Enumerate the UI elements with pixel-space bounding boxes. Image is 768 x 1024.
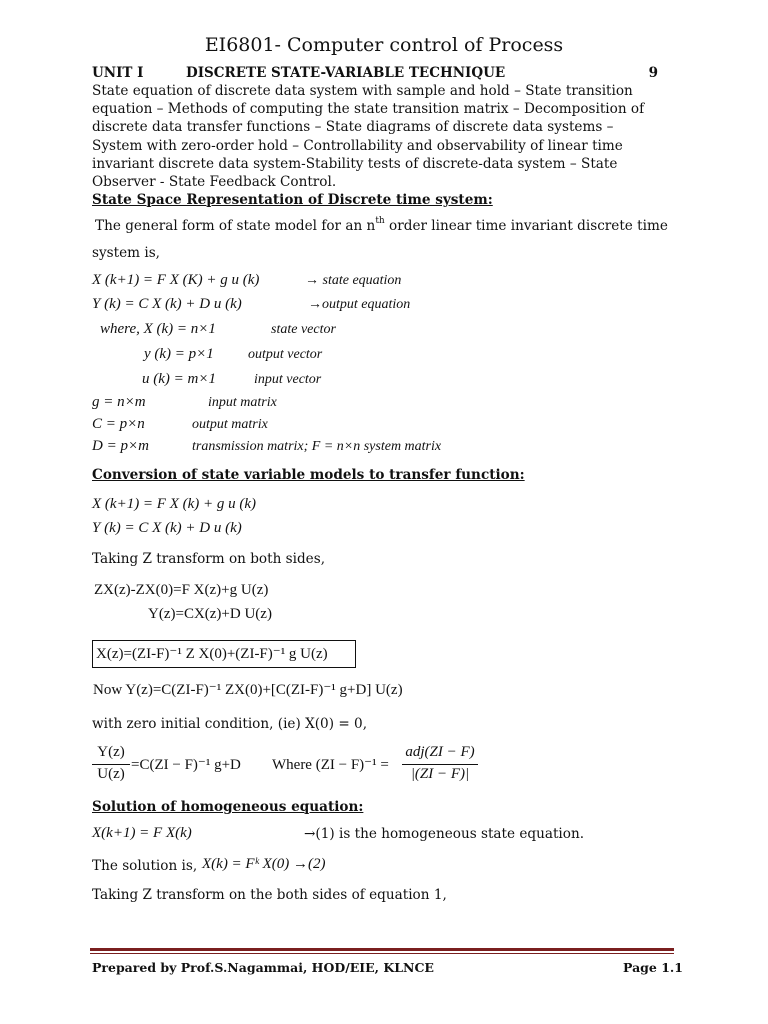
output-matrix-label: output matrix bbox=[192, 417, 268, 432]
z-transform-state: ZX(z)-ZX(0)=F X(z)+g U(z) bbox=[94, 582, 269, 598]
section-heading-state-space: State Space Representation of Discrete time system: bbox=[92, 192, 493, 208]
state-vector-label: state vector bbox=[271, 322, 336, 337]
state-equation-label: → state equation bbox=[305, 273, 402, 288]
intro-line-2: system is, bbox=[92, 245, 160, 261]
zero-initial-condition-text: with zero initial condition, (ie) X(0) = 0, bbox=[92, 716, 368, 732]
homogeneous-equation-label: →(1) is the homogeneous state equation. bbox=[304, 826, 585, 842]
input-matrix-label: input matrix bbox=[208, 395, 277, 410]
output-equation-label: →output equation bbox=[308, 297, 411, 312]
intro-line-1: The general form of state model for an $n^{th}$ order linear time invariant discrete time bbox=[95, 216, 668, 234]
course-title: EI6801- Computer control of Process bbox=[204, 34, 564, 56]
adjoint-numerator: adj(ZI − F) bbox=[405, 744, 475, 760]
output-vector-label: output vector bbox=[248, 347, 323, 362]
state-equation: X (k+1) = F X (K) + g u (k) bbox=[92, 272, 260, 288]
input-vector-def: u (k) = m×1 bbox=[142, 371, 216, 387]
transmission-matrix-label: transmission matrix; F = n×n system matrix bbox=[192, 439, 442, 454]
homogeneous-equation: X(k+1) = F X(k) bbox=[92, 825, 192, 841]
transfer-function-numerator: Y(z) bbox=[97, 744, 125, 760]
transfer-function-denominator: U(z) bbox=[97, 766, 125, 782]
z-transform-homogeneous-text: Taking Z transform on the both sides of equation 1, bbox=[92, 887, 447, 903]
adjoint-denominator: |(ZI − F)| bbox=[410, 766, 470, 782]
input-matrix-def: g = n×m bbox=[92, 394, 146, 410]
boxed-solution-equation: X(z)=(ZI-F)⁻¹ Z X(0)+(ZI-F)⁻¹ g U(z) bbox=[96, 646, 328, 662]
z-transform-output: Y(z)=CX(z)+D U(z) bbox=[148, 606, 272, 622]
output-vector-def: y (k) = p×1 bbox=[144, 346, 214, 362]
section-heading-homogeneous: Solution of homogeneous equation: bbox=[92, 799, 364, 815]
output-solution-equation: Now Y(z)=C(ZI-F)⁻¹ ZX(0)+[C(ZI-F)⁻¹ g+D] U(z) bbox=[93, 682, 403, 698]
output-matrix-def: C = p×n bbox=[92, 416, 145, 432]
input-vector-label: input vector bbox=[254, 372, 322, 387]
syllabus-paragraph: State equation of discrete data system with sample and hold – State transition equation – Methods of computing the state transition matrix – Decomposition of discrete data transfer functions – State diagrams of discrete data systems – System with zero-order hold – Controllability and observability of linear time invariant discrete data system-Stability tests of discrete-data system – State Observer - State Feedback Control. bbox=[92, 83, 645, 191]
footer-author: Prepared by Prof.S.Nagammai, HOD/EIE, KLNCE bbox=[92, 960, 434, 975]
inverse-definition-text: Where (ZI − F)⁻¹ = bbox=[272, 757, 389, 773]
solution-equation: X(k) = Fᵏ X(0) →(2) bbox=[202, 856, 326, 872]
transfer-function-fraction-bar bbox=[92, 764, 130, 765]
transfer-function-rhs: =C(ZI − F)⁻¹ g+D bbox=[131, 757, 241, 773]
conversion-output-equation: Y (k) = C X (k) + D u (k) bbox=[92, 520, 242, 536]
footer-rule-thick bbox=[90, 948, 674, 951]
unit-hours: 9 bbox=[648, 65, 658, 81]
output-equation: Y (k) = C X (k) + D u (k) bbox=[92, 296, 242, 312]
z-transform-text: Taking Z transform on both sides, bbox=[92, 551, 326, 567]
transmission-matrix-def: D = p×m bbox=[92, 438, 149, 454]
conversion-state-equation: X (k+1) = F X (k) + g u (k) bbox=[92, 496, 257, 512]
unit-title: DISCRETE STATE-VARIABLE TECHNIQUE bbox=[186, 65, 506, 81]
footer-page-number: Page 1.1 bbox=[623, 960, 683, 975]
adjoint-fraction-bar bbox=[402, 764, 478, 765]
footer-rule-thin bbox=[90, 953, 674, 954]
state-vector-def: where, X (k) = n×1 bbox=[100, 321, 216, 337]
solution-text: The solution is, bbox=[92, 858, 198, 874]
section-heading-conversion: Conversion of state variable models to transfer function: bbox=[92, 467, 525, 483]
unit-number: UNIT I bbox=[92, 65, 144, 81]
